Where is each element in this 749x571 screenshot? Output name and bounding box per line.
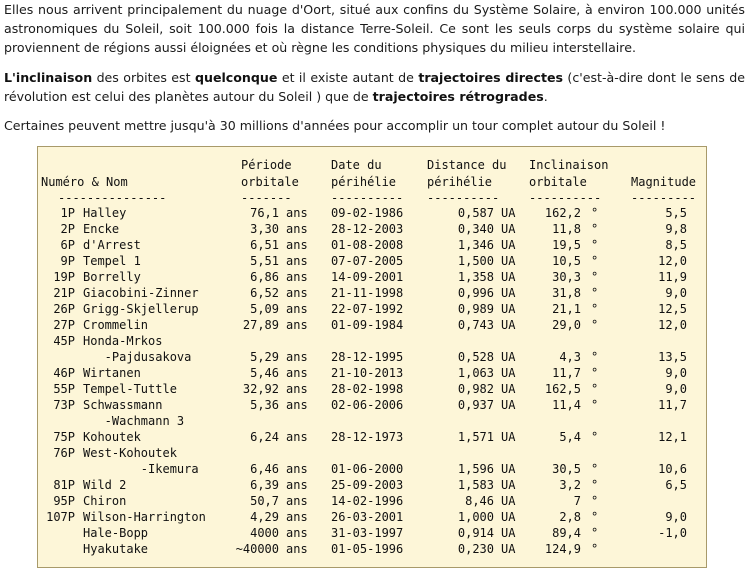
orbital-period: 27,89 bbox=[242, 318, 279, 332]
inclination: 30,3 bbox=[552, 270, 581, 284]
header-rule: ------- bbox=[241, 191, 292, 205]
period-unit: ans bbox=[286, 366, 308, 380]
header-perihelie: périhélie bbox=[331, 175, 397, 189]
table-row bbox=[41, 397, 706, 413]
inclination: 30,5 bbox=[552, 462, 581, 476]
magnitude: 9,0 bbox=[665, 382, 687, 396]
distance-unit: UA bbox=[501, 286, 516, 300]
table-row bbox=[41, 509, 706, 525]
inclination: 3,2 bbox=[559, 478, 581, 492]
distance-unit: UA bbox=[501, 478, 516, 492]
period-unit: ans bbox=[286, 286, 308, 300]
comet-number: 76P bbox=[53, 446, 75, 460]
table-row bbox=[41, 493, 706, 509]
table-row bbox=[41, 269, 706, 285]
text-segment: et il existe autant de bbox=[277, 70, 419, 85]
comet-name: Chiron bbox=[83, 494, 127, 508]
magnitude: 10,6 bbox=[658, 462, 687, 476]
comet-number: 81P bbox=[53, 478, 75, 492]
magnitude: -1,0 bbox=[658, 526, 687, 540]
inclination: 162,5 bbox=[544, 382, 581, 396]
degree-symbol: ° bbox=[591, 526, 599, 540]
inclination: 89,4 bbox=[552, 526, 581, 540]
comet-number: 107P bbox=[46, 510, 75, 524]
comet-number: 45P bbox=[53, 334, 75, 348]
period-unit: ans bbox=[286, 302, 308, 316]
table-row bbox=[41, 317, 706, 333]
perihelion-date: 14-02-1996 bbox=[331, 494, 404, 508]
header-rule: ---------- bbox=[427, 191, 500, 205]
distance-unit: UA bbox=[501, 382, 516, 396]
comet-number: 2P bbox=[60, 222, 75, 236]
term-trajectoires-directes: trajectoires directes bbox=[418, 70, 563, 85]
comet-name: Hale-Bopp bbox=[83, 526, 149, 540]
comet-number: 1P bbox=[60, 206, 75, 220]
intro-paragraph-duree: Certaines peuvent mettre jusqu'à 30 millions d'années pour accomplir un tour complet autour du Soleil ! bbox=[4, 118, 666, 133]
comet-name: Tempel 1 bbox=[83, 254, 141, 268]
degree-symbol: ° bbox=[591, 494, 599, 508]
perihelion-date: 21-10-2013 bbox=[331, 366, 404, 380]
magnitude: 5,5 bbox=[665, 206, 687, 220]
magnitude: 11,7 bbox=[658, 398, 687, 412]
perihelion-date: 21-11-1998 bbox=[331, 286, 404, 300]
period-unit: ans bbox=[286, 206, 308, 220]
comet-name: Tempel-Tuttle bbox=[83, 382, 177, 396]
degree-symbol: ° bbox=[591, 286, 599, 300]
orbital-period: 50,7 bbox=[250, 494, 279, 508]
orbital-period: 32,92 bbox=[242, 382, 279, 396]
distance-unit: UA bbox=[501, 206, 516, 220]
period-unit: ans bbox=[286, 494, 308, 508]
orbital-period: 6,46 bbox=[250, 462, 279, 476]
degree-symbol: ° bbox=[591, 478, 599, 492]
perihelion-distance: 8,46 bbox=[465, 494, 494, 508]
orbital-period: 5,09 bbox=[250, 302, 279, 316]
distance-unit: UA bbox=[501, 494, 516, 508]
header-magnitude: Magnitude bbox=[631, 175, 697, 189]
distance-unit: UA bbox=[501, 462, 516, 476]
period-unit: ans bbox=[286, 526, 308, 540]
comet-number: 9P bbox=[60, 254, 75, 268]
table-row bbox=[41, 253, 706, 269]
comet-name: Wirtanen bbox=[83, 366, 141, 380]
comet-name: Wild 2 bbox=[83, 478, 127, 492]
degree-symbol: ° bbox=[591, 238, 599, 252]
comet-name: -Pajdusakova bbox=[83, 350, 192, 364]
comet-table bbox=[37, 146, 707, 568]
comet-number: 27P bbox=[53, 318, 75, 332]
comet-number: 75P bbox=[53, 430, 75, 444]
magnitude: 13,5 bbox=[658, 350, 687, 364]
perihelion-distance: 0,340 bbox=[457, 222, 494, 236]
perihelion-distance: 0,937 bbox=[457, 398, 494, 412]
inclination: 11,7 bbox=[552, 366, 581, 380]
period-unit: ans bbox=[286, 510, 308, 524]
table-row bbox=[41, 525, 706, 541]
perihelion-distance: 0,996 bbox=[457, 286, 494, 300]
degree-symbol: ° bbox=[591, 542, 599, 556]
magnitude: 8,5 bbox=[665, 238, 687, 252]
orbital-period: 6,39 bbox=[250, 478, 279, 492]
perihelion-distance: 1,500 bbox=[457, 254, 494, 268]
orbital-period: 4000 bbox=[250, 526, 279, 540]
magnitude: 12,1 bbox=[658, 430, 687, 444]
magnitude: 9,0 bbox=[665, 286, 687, 300]
period-unit: ans bbox=[286, 382, 308, 396]
table-row bbox=[41, 365, 706, 381]
perihelion-distance: 0,914 bbox=[457, 526, 494, 540]
inclination: 162,2 bbox=[544, 206, 581, 220]
perihelion-distance: 1,571 bbox=[457, 430, 494, 444]
header-rule: ---------- bbox=[331, 191, 404, 205]
distance-unit: UA bbox=[501, 542, 516, 556]
inclination: 11,8 bbox=[552, 222, 581, 236]
orbital-period: 76,1 bbox=[250, 206, 279, 220]
perihelion-distance: 1,596 bbox=[457, 462, 494, 476]
orbital-period: ~40000 bbox=[235, 542, 279, 556]
distance-unit: UA bbox=[501, 222, 516, 236]
header-numero-nom: Numéro & Nom bbox=[41, 175, 128, 189]
magnitude: 9,0 bbox=[665, 510, 687, 524]
comet-name: Kohoutek bbox=[83, 430, 141, 444]
term-inclinaison: L'inclinaison bbox=[4, 70, 93, 85]
table-row bbox=[41, 445, 706, 461]
orbital-period: 4,29 bbox=[250, 510, 279, 524]
distance-unit: UA bbox=[501, 350, 516, 364]
comet-number: 26P bbox=[53, 302, 75, 316]
table-row bbox=[41, 333, 706, 349]
distance-unit: UA bbox=[501, 526, 516, 540]
comet-name: Wilson-Harrington bbox=[83, 510, 206, 524]
degree-symbol: ° bbox=[591, 366, 599, 380]
perihelion-distance: 1,346 bbox=[457, 238, 494, 252]
orbital-period: 5,51 bbox=[250, 254, 279, 268]
header-date: Date du bbox=[331, 158, 382, 172]
comet-number: 73P bbox=[53, 398, 75, 412]
perihelion-date: 01-06-2000 bbox=[331, 462, 404, 476]
distance-unit: UA bbox=[501, 302, 516, 316]
text-segment: des orbites est bbox=[92, 70, 195, 85]
magnitude: 12,5 bbox=[658, 302, 687, 316]
intro-paragraph-oort: Elles nous arrivent principalement du nuage d'Oort, situé aux confins du Système Solaire, à environ 100.000 unités astronomiques du Soleil, soit 100.000 fois la distance Terre-Soleil. Ce sont les seuls corps du système solaire qui proviennent de régions aussi éloignées et où règne les conditions physiques du milieu interstellaire. bbox=[4, 2, 745, 55]
perihelion-distance: 0,230 bbox=[457, 542, 494, 556]
period-unit: ans bbox=[286, 222, 308, 236]
period-unit: ans bbox=[286, 238, 308, 252]
comet-name: -Wachmann 3 bbox=[83, 414, 185, 428]
text-segment: (c'est-à-dire dont le sens de révolution est celui des planètes autour du Soleil ) que de bbox=[4, 70, 745, 104]
table-row bbox=[41, 381, 706, 397]
degree-symbol: ° bbox=[591, 430, 599, 444]
orbital-period: 6,24 bbox=[250, 430, 279, 444]
comet-number: 19P bbox=[53, 270, 75, 284]
header-periode: Période bbox=[241, 158, 292, 172]
perihelion-date: 28-12-1973 bbox=[331, 430, 404, 444]
distance-unit: UA bbox=[501, 318, 516, 332]
perihelion-date: 01-08-2008 bbox=[331, 238, 404, 252]
orbital-period: 5,29 bbox=[250, 350, 279, 364]
term-quelconque: quelconque bbox=[194, 70, 278, 85]
perihelion-date: 28-12-1995 bbox=[331, 350, 404, 364]
inclination: 31,8 bbox=[552, 286, 581, 300]
distance-unit: UA bbox=[501, 430, 516, 444]
comet-number: 55P bbox=[53, 382, 75, 396]
table-row bbox=[41, 237, 706, 253]
comet-name: Crommelin bbox=[83, 318, 149, 332]
magnitude: 9,8 bbox=[665, 222, 687, 236]
magnitude: 6,5 bbox=[665, 478, 687, 492]
table-row bbox=[41, 477, 706, 493]
header-rule: ---------- bbox=[529, 191, 602, 205]
perihelion-date: 31-03-1997 bbox=[331, 526, 404, 540]
comet-name: Giacobini-Zinner bbox=[83, 286, 199, 300]
header-distance: Distance du bbox=[427, 158, 507, 172]
degree-symbol: ° bbox=[591, 318, 599, 332]
period-unit: ans bbox=[286, 430, 308, 444]
perihelion-date: 07-07-2005 bbox=[331, 254, 404, 268]
inclination: 124,9 bbox=[544, 542, 581, 556]
perihelion-distance: 1,358 bbox=[457, 270, 494, 284]
comet-name: Schwassmann bbox=[83, 398, 163, 412]
table-row bbox=[41, 349, 706, 365]
perihelion-distance: 0,587 bbox=[457, 206, 494, 220]
table-row bbox=[41, 541, 706, 557]
perihelion-distance: 0,982 bbox=[457, 382, 494, 396]
inclination: 7 bbox=[573, 494, 581, 508]
inclination: 10,5 bbox=[552, 254, 581, 268]
comet-number: 46P bbox=[53, 366, 75, 380]
inclination: 21,1 bbox=[552, 302, 581, 316]
distance-unit: UA bbox=[501, 270, 516, 284]
degree-symbol: ° bbox=[591, 222, 599, 236]
table-row bbox=[41, 429, 706, 445]
perihelion-distance: 1,063 bbox=[457, 366, 494, 380]
intro-paragraph-inclinaison bbox=[4, 68, 745, 106]
period-unit: ans bbox=[286, 270, 308, 284]
degree-symbol: ° bbox=[591, 382, 599, 396]
perihelion-date: 28-12-2003 bbox=[331, 222, 404, 236]
perihelion-date: 26-03-2001 bbox=[331, 510, 404, 524]
header-rule: --------- bbox=[631, 191, 697, 205]
orbital-period: 6,52 bbox=[250, 286, 279, 300]
comet-name: Halley bbox=[83, 206, 127, 220]
period-unit: ans bbox=[286, 398, 308, 412]
header-orbitale-incl: orbitale bbox=[529, 175, 587, 189]
period-unit: ans bbox=[286, 542, 308, 556]
header-orbitale: orbitale bbox=[241, 175, 299, 189]
comet-name: Encke bbox=[83, 222, 120, 236]
period-unit: ans bbox=[286, 462, 308, 476]
comet-name: d'Arrest bbox=[83, 238, 141, 252]
degree-symbol: ° bbox=[591, 398, 599, 412]
period-unit: ans bbox=[286, 318, 308, 332]
table-row bbox=[41, 413, 706, 429]
degree-symbol: ° bbox=[591, 462, 599, 476]
perihelion-date: 22-07-1992 bbox=[331, 302, 404, 316]
perihelion-distance: 0,743 bbox=[457, 318, 494, 332]
magnitude: 9,0 bbox=[665, 366, 687, 380]
degree-symbol: ° bbox=[591, 270, 599, 284]
inclination: 2,8 bbox=[559, 510, 581, 524]
table-row bbox=[41, 205, 706, 221]
magnitude: 12,0 bbox=[658, 318, 687, 332]
text-segment: . bbox=[543, 89, 548, 104]
degree-symbol: ° bbox=[591, 206, 599, 220]
distance-unit: UA bbox=[501, 238, 516, 252]
orbital-period: 6,51 bbox=[250, 238, 279, 252]
perihelion-date: 02-06-2006 bbox=[331, 398, 404, 412]
term-trajectoires-retrogrades: trajectoires rétrogrades bbox=[372, 89, 544, 104]
table-row bbox=[41, 301, 706, 317]
perihelion-date: 25-09-2003 bbox=[331, 478, 404, 492]
table-row bbox=[41, 221, 706, 237]
inclination: 29,0 bbox=[552, 318, 581, 332]
inclination: 5,4 bbox=[559, 430, 581, 444]
magnitude: 11,9 bbox=[658, 270, 687, 284]
comet-name: West-Kohoutek bbox=[83, 446, 177, 460]
degree-symbol: ° bbox=[591, 302, 599, 316]
period-unit: ans bbox=[286, 254, 308, 268]
comet-name: Borrelly bbox=[83, 270, 141, 284]
orbital-period: 3,30 bbox=[250, 222, 279, 236]
comet-name: -Ikemura bbox=[83, 462, 199, 476]
perihelion-date: 14-09-2001 bbox=[331, 270, 404, 284]
orbital-period: 5,36 bbox=[250, 398, 279, 412]
perihelion-date: 09-02-1986 bbox=[331, 206, 404, 220]
comet-name: Honda-Mrkos bbox=[83, 334, 163, 348]
degree-symbol: ° bbox=[591, 350, 599, 364]
distance-unit: UA bbox=[501, 254, 516, 268]
degree-symbol: ° bbox=[591, 510, 599, 524]
perihelion-date: 01-09-1984 bbox=[331, 318, 404, 332]
perihelion-distance: 0,989 bbox=[457, 302, 494, 316]
distance-unit: UA bbox=[501, 398, 516, 412]
comet-name: Grigg-Skjellerup bbox=[83, 302, 199, 316]
comet-name: Hyakutake bbox=[83, 542, 149, 556]
period-unit: ans bbox=[286, 350, 308, 364]
period-unit: ans bbox=[286, 478, 308, 492]
perihelion-distance: 1,000 bbox=[457, 510, 494, 524]
magnitude: 12,0 bbox=[658, 254, 687, 268]
perihelion-date: 01-05-1996 bbox=[331, 542, 404, 556]
inclination: 11,4 bbox=[552, 398, 581, 412]
perihelion-distance: 0,528 bbox=[457, 350, 494, 364]
comet-number: 95P bbox=[53, 494, 75, 508]
inclination: 4,3 bbox=[559, 350, 581, 364]
inclination: 19,5 bbox=[552, 238, 581, 252]
comet-number: 6P bbox=[60, 238, 75, 252]
distance-unit: UA bbox=[501, 510, 516, 524]
table-row bbox=[41, 285, 706, 301]
orbital-period: 6,86 bbox=[250, 270, 279, 284]
orbital-period: 5,46 bbox=[250, 366, 279, 380]
header-perihelie-dist: périhélie bbox=[427, 175, 493, 189]
distance-unit: UA bbox=[501, 366, 516, 380]
perihelion-date: 28-02-1998 bbox=[331, 382, 404, 396]
perihelion-distance: 1,583 bbox=[457, 478, 494, 492]
header-inclinaison: Inclinaison bbox=[529, 158, 609, 172]
table-row bbox=[41, 461, 706, 477]
comet-number: 21P bbox=[53, 286, 75, 300]
header-rule: --------------- bbox=[58, 191, 167, 205]
degree-symbol: ° bbox=[591, 254, 599, 268]
